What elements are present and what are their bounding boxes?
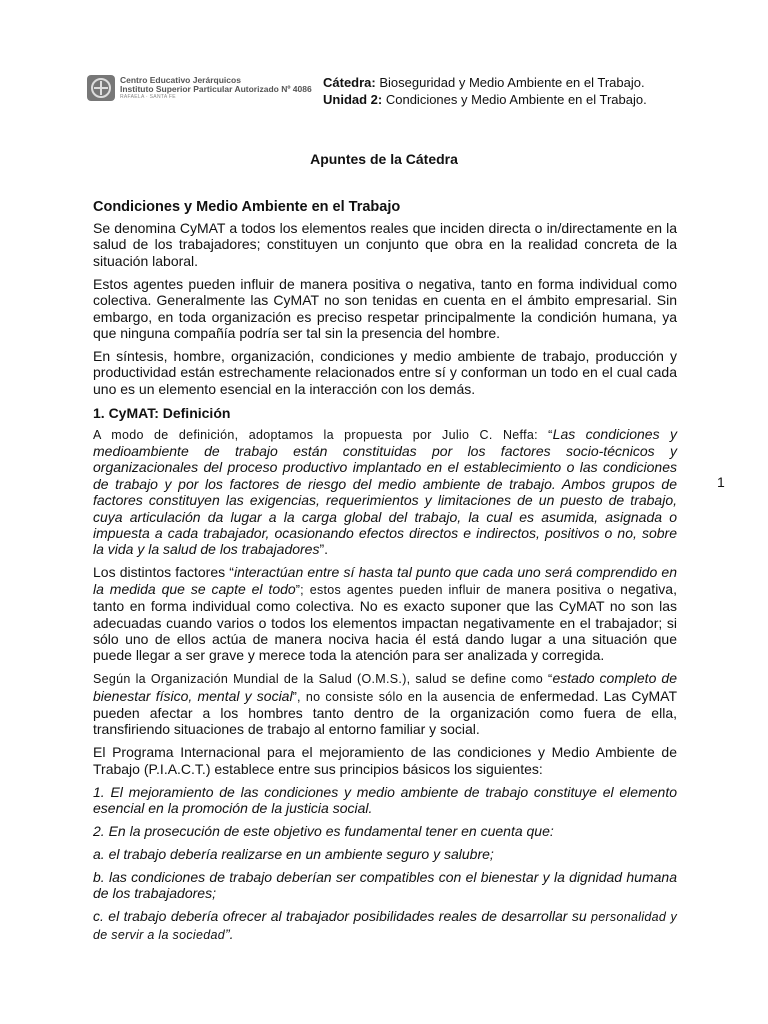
institution-name — [120, 76, 312, 100]
paragraph-piact: El Programa Internacional para el mejoramiento de las condiciones y Medio Ambiente de Trabajo (P.I.A.C.T.) establece entre sus principios básicos los siguientes: — [93, 744, 677, 777]
course-info — [323, 74, 647, 108]
principle-a: a. el trabajo debería realizarse en un ambiente seguro y salubre; — [93, 845, 494, 862]
principle-c — [93, 908, 677, 943]
unidad-label: Unidad 2: — [323, 92, 383, 107]
principle-1: 1. El mejoramiento de las condiciones y medio ambiente de trabajo constituye el elemento esencial en la promoción de la justicia social. — [93, 783, 677, 817]
principle-c-end: ”. — [224, 925, 234, 942]
oms-rest: enfermedad. Las CyMAT pueden afectar a los hombres tanto dentro de la organización como fuera de ella, transfiriendo situaciones de trabajo al entorno familiar y social. — [93, 687, 678, 738]
institution-logo — [86, 74, 316, 102]
principle-c-main: c. el trabajo debería ofrecer al trabajador posibilidades reales de desarrollar su — [93, 908, 587, 925]
paragraph-intro: Se denomina CyMAT a todos los elementos reales que inciden directa o in/directamente en la salud de los trabajadores; constituyen un conjunto que obra en la realidad concreta de la situación laboral. — [93, 220, 677, 269]
paragraph-factores — [93, 564, 677, 663]
institution-emblem-icon — [86, 74, 116, 102]
paragraph-agents: Estos agentes pueden influir de manera positiva o negativa, tanto en forma individual como colectiva. Generalmente las CyMAT no son tenidas en cuenta en el ámbito empresarial. Sin embargo, en toda organización es preciso respetar principalmente la condición humana, ya que ninguna compañía podría ser tal sin la presencia del hombre. — [93, 275, 677, 341]
paragraph-synthesis: En síntesis, hombre, organización, condiciones y medio ambiente de trabajo, producción y productividad están estrechamente relacionados entre sí y conforman un todo en el cual cada uno es un elemento esencial en la interacción con los demás. — [93, 347, 677, 397]
factores-mid: ”; estos agentes pueden influir de manera positiva o — [295, 582, 615, 597]
institution-location: RAFAELA · SANTA FE — [120, 94, 176, 100]
page-title: Apuntes de la Cátedra — [310, 151, 458, 167]
unidad-value: Condiciones y Medio Ambiente en el Trabajo. — [382, 92, 647, 107]
section-title: Condiciones y Medio Ambiente en el Trabajo — [93, 199, 401, 215]
oms-mid: ”, no consiste sólo en la ausencia de — [292, 689, 515, 704]
page-number: 1 — [717, 474, 725, 490]
definition-heading: 1. CyMAT: Definición — [93, 404, 231, 421]
oms-quote: estado completo de bienestar físico, mental y social — [93, 670, 677, 704]
principle-c-small: personalidad y de servir a la sociedad — [93, 910, 677, 942]
catedra-label: Cátedra: — [323, 75, 376, 90]
definition-end: ”. — [319, 541, 329, 558]
principle-2: 2. En la prosecución de este objetivo es fundamental tener en cuenta que: — [93, 823, 554, 839]
oms-start: Según la Organización Mundial de la Salud (O.M.S.), salud se define como “ — [93, 672, 553, 687]
factores-rest: negativa, tanto en forma individual como colectiva. No es exacto suponer que las CyMAT no son las adecuadas cuando varios o todos los elementos impactan negativamente en el trabajador; si sólo uno de ellos actúa de manera nociva hacia él está dando lugar a una situación que puede llegar a ser grave y merece toda la atención para ser analizada y corregida. — [93, 580, 677, 664]
paragraph-definition — [93, 426, 677, 558]
definition-intro: A modo de definición, adoptamos la propuesta por Julio C. Neffa: “ — [93, 427, 553, 442]
document-body — [93, 198, 677, 949]
catedra-line — [323, 74, 647, 91]
definition-quote: Las condiciones y medioambiente de trabajo están constituidas por los factores socio-técnicos y organizacionales del proceso productivo implantado en el establecimiento o las condiciones de trabajo y por los factores de riesgo del medio ambiente de trabajo. Ambos grupos de factores constituyen las exigencias, requerimientos y limitaciones de un puesto de trabajo, cuya articulación da lugar a la carga global del trabajo, la cual es asumida, asignada o impuesta a cada trabajador, ocasionando efectos directos e indirectos, positivos o no, sobre la vida y la salud de los trabajadores — [93, 425, 678, 558]
institution-name-line2: Instituto Superior Particular Autorizado Nº 4086 — [120, 84, 312, 94]
unidad-line — [323, 91, 647, 108]
paragraph-oms — [93, 670, 677, 738]
factores-quote: interactúan entre sí hasta tal punto que cada uno será comprendido en la medida que se capte el todo — [93, 564, 678, 597]
catedra-value: Bioseguridad y Medio Ambiente en el Trabajo. — [375, 75, 645, 90]
factores-start: Los distintos factores “ — [93, 564, 234, 581]
institution-name-line1: Centro Educativo Jerárquicos — [120, 75, 241, 85]
page-header — [0, 72, 768, 112]
principle-b: b. las condiciones de trabajo deberían ser compatibles con el bienestar y la dignidad humana de los trabajadores; — [93, 868, 677, 902]
